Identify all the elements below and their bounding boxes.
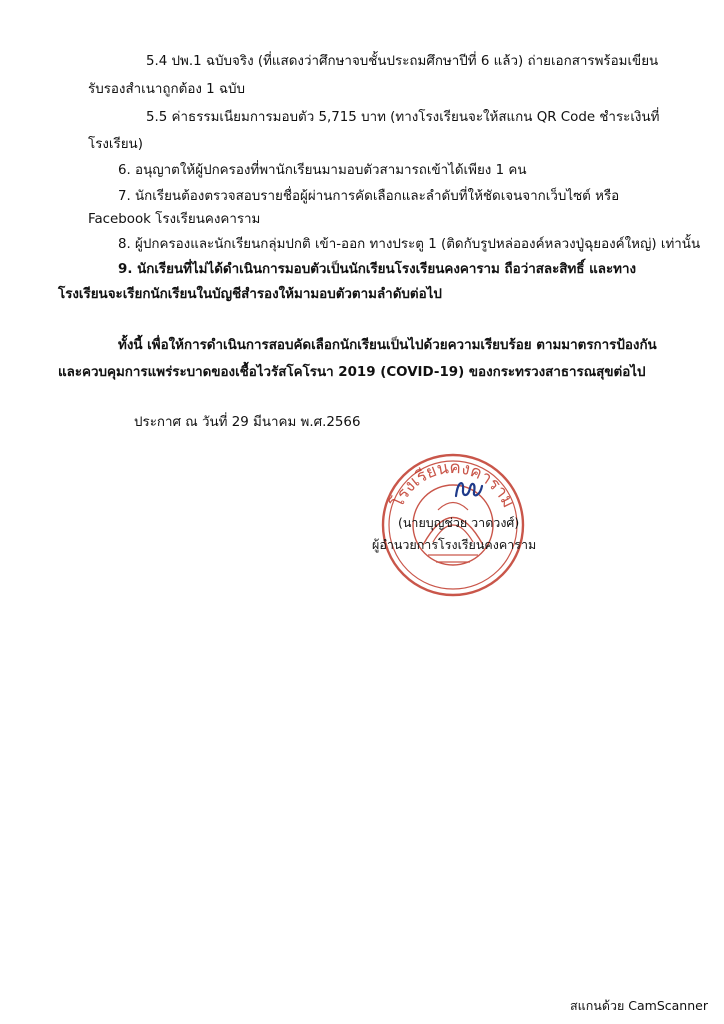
item-5-4-line-1: 5.4 ปพ.1 ฉบับจริง (ที่แสดงว่าศึกษาจบชั้นประถมศึกษาปีที่ 6 แล้ว) ถ่ายเอกสารพร้อมเขียน (146, 54, 659, 69)
item-7-line-1: 7. นักเรียนต้องตรวจสอบรายชื่อผู้ผ่านการคัดเลือกและลำดับที่ให้ชัดเจนจากเว็บไซต์ หรือ (118, 189, 620, 204)
seal-lettering: โรงเรียนคงคาราม (387, 457, 519, 512)
item-8: 8. ผู้ปกครองและนักเรียนกลุ่มปกติ เข้า-ออก ทางประตู 1 (ติดกับรูปหล่อองค์หลวงปู่ฉุยองค์ใหญ่) เท่านั้น (118, 237, 701, 252)
signature-mark (450, 476, 486, 504)
item-5-5-line-1: 5.5 ค่าธรรมเนียมการมอบตัว 5,715 บาท (ทางโรงเรียนจะให้สแกน QR Code ชำระเงินที่ (146, 110, 660, 125)
closing-line-2: และควบคุมการแพร่ระบาดของเชื้อไวรัสโคโรนา 2019 (COVID-19) ของกระทรวงสาธารณสุขต่อไป (58, 365, 646, 380)
closing-line-1: ทั้งนี้ เพื่อให้การดำเนินการสอบคัดเลือกนักเรียนเป็นไปด้วยความเรียบร้อย ตามมาตรการป้องกัน (118, 338, 657, 353)
item-5-5-line-2: โรงเรียน) (88, 137, 143, 152)
announce-date: ประกาศ ณ วันที่ 29 มีนาคม พ.ศ.2566 (134, 415, 361, 430)
scanner-watermark: สแกนด้วย CamScanner (570, 998, 708, 1013)
item-9-line-1: 9. นักเรียนที่ไม่ได้ดำเนินการมอบตัวเป็นนักเรียนโรงเรียนคงคาราม ถือว่าสละสิทธิ์ และทาง (118, 262, 637, 277)
signatory-name: (นายบุญช่วย วาดวงศ์) (398, 515, 520, 530)
item-6: 6. อนุญาตให้ผู้ปกครองที่พานักเรียนมามอบตัวสามารถเข้าได้เพียง 1 คน (118, 163, 527, 178)
item-7-line-2: Facebook โรงเรียนคงคาราม (88, 212, 261, 227)
item-9-line-2: โรงเรียนจะเรียกนักเรียนในบัญชีสำรองให้มามอบตัวตามลำดับต่อไป (58, 287, 442, 302)
signatory-title: ผู้อำนวยการโรงเรียนคงคาราม (372, 537, 537, 552)
item-5-4-line-2: รับรองสำเนาถูกต้อง 1 ฉบับ (88, 82, 246, 97)
